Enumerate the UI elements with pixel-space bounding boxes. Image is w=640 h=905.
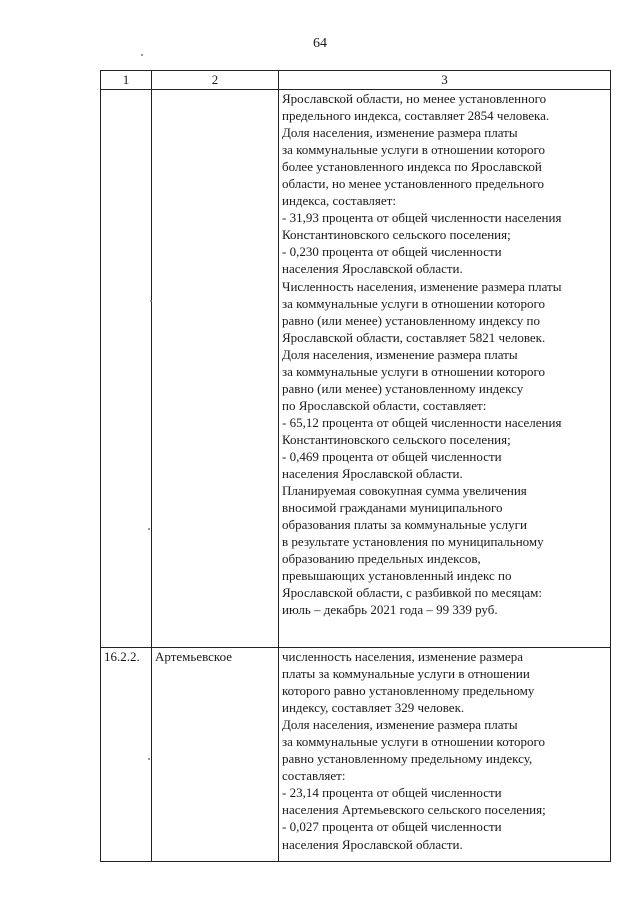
text-line: Доля населения, изменение размера платы <box>282 346 518 362</box>
text-line: в результате установления по муниципальному <box>282 534 544 550</box>
settlement-name: Артемьевское <box>152 648 279 862</box>
text-line: Доля населения, изменение размера платы <box>282 717 518 733</box>
text-line: численность населения, изменение размера <box>282 649 524 664</box>
text-line: области, но менее установленного предельного <box>282 176 544 192</box>
text-line: - 23,14 процента от общей численности <box>282 785 502 801</box>
row-number: 16.2.2. <box>101 648 152 862</box>
table-row <box>101 90 611 648</box>
table-row <box>101 648 611 862</box>
text-line: предельного индекса, составляет 2854 человека. <box>282 108 550 124</box>
text-line: - 65,12 процента от общей численности населения <box>282 414 562 430</box>
header-col-3: 3 <box>279 71 611 90</box>
text-line: населения Артемьевского сельского поселения; <box>282 802 546 818</box>
row-number <box>101 90 152 648</box>
text-line: за коммунальные услуги в отношении которого <box>282 295 546 311</box>
text-line: населения Ярославской области. <box>282 261 463 277</box>
text-line: - 31,93 процента от общей численности населения <box>282 210 562 226</box>
data-table <box>100 70 611 862</box>
text-line: вносимой гражданами муниципального <box>282 500 503 516</box>
scan-speck <box>150 300 152 302</box>
text-line: Константиновского сельского поселения; <box>282 431 511 447</box>
text-line: более установленного индекса по Ярославской <box>282 159 542 175</box>
text-line: по Ярославской области, составляет: <box>282 397 487 413</box>
text-line: Численность населения, изменение размера платы <box>282 278 562 294</box>
text-line: образованию предельных индексов, <box>282 551 481 567</box>
text-line: Ярославской области, но менее установленного <box>282 91 547 106</box>
text-line: Константиновского сельского поселения; <box>282 227 511 243</box>
text-line: Доля населения, изменение размера платы <box>282 125 518 141</box>
text-line: - 0,469 процента от общей численности <box>282 448 502 464</box>
scan-speck <box>141 54 143 56</box>
text-line: Планируемая совокупная сумма увеличения <box>282 483 527 499</box>
text-line: образования платы за коммунальные услуги <box>282 517 527 533</box>
text-line: индексу, составляет 329 человек. <box>282 700 465 716</box>
text-line: населения Ярославской области. <box>282 836 463 852</box>
text-line: равно (или менее) установленному индексу по <box>282 312 540 328</box>
text-line: которого равно установленному предельному <box>282 683 535 699</box>
text-line: - 0,230 процента от общей численности <box>282 244 502 260</box>
text-line: населения Ярославской области. <box>282 466 463 482</box>
description-cell <box>279 90 611 648</box>
text-line: за коммунальные услуги в отношении которого <box>282 734 546 750</box>
table-header-row <box>101 71 611 90</box>
text-line: равно установленному предельному индексу, <box>282 751 533 767</box>
settlement-name <box>152 90 279 648</box>
header-col-2: 2 <box>152 71 279 90</box>
page-number: 64 <box>313 36 327 51</box>
text-line: Ярославской области, с разбивкой по месяцам: <box>282 585 543 601</box>
text-line: равно (или менее) установленному индексу <box>282 380 524 396</box>
text-line: платы за коммунальные услуги в отношении <box>282 666 530 682</box>
text-line: - 0,027 процента от общей численности <box>282 819 502 835</box>
text-line: июль – декабрь 2021 года – 99 339 руб. <box>282 602 498 618</box>
text-line: превышающих установленный индекс по <box>282 568 512 584</box>
text-line: Ярославской области, составляет 5821 человек. <box>282 329 546 345</box>
text-line: составляет: <box>282 768 346 784</box>
scan-speck <box>148 528 150 530</box>
text-line: за коммунальные услуги в отношении которого <box>282 363 546 379</box>
text-line: индекса, составляет: <box>282 193 396 209</box>
header-col-1: 1 <box>101 71 152 90</box>
text-line: за коммунальные услуги в отношении которого <box>282 142 546 158</box>
description-cell <box>279 648 611 862</box>
scan-speck <box>148 758 150 760</box>
